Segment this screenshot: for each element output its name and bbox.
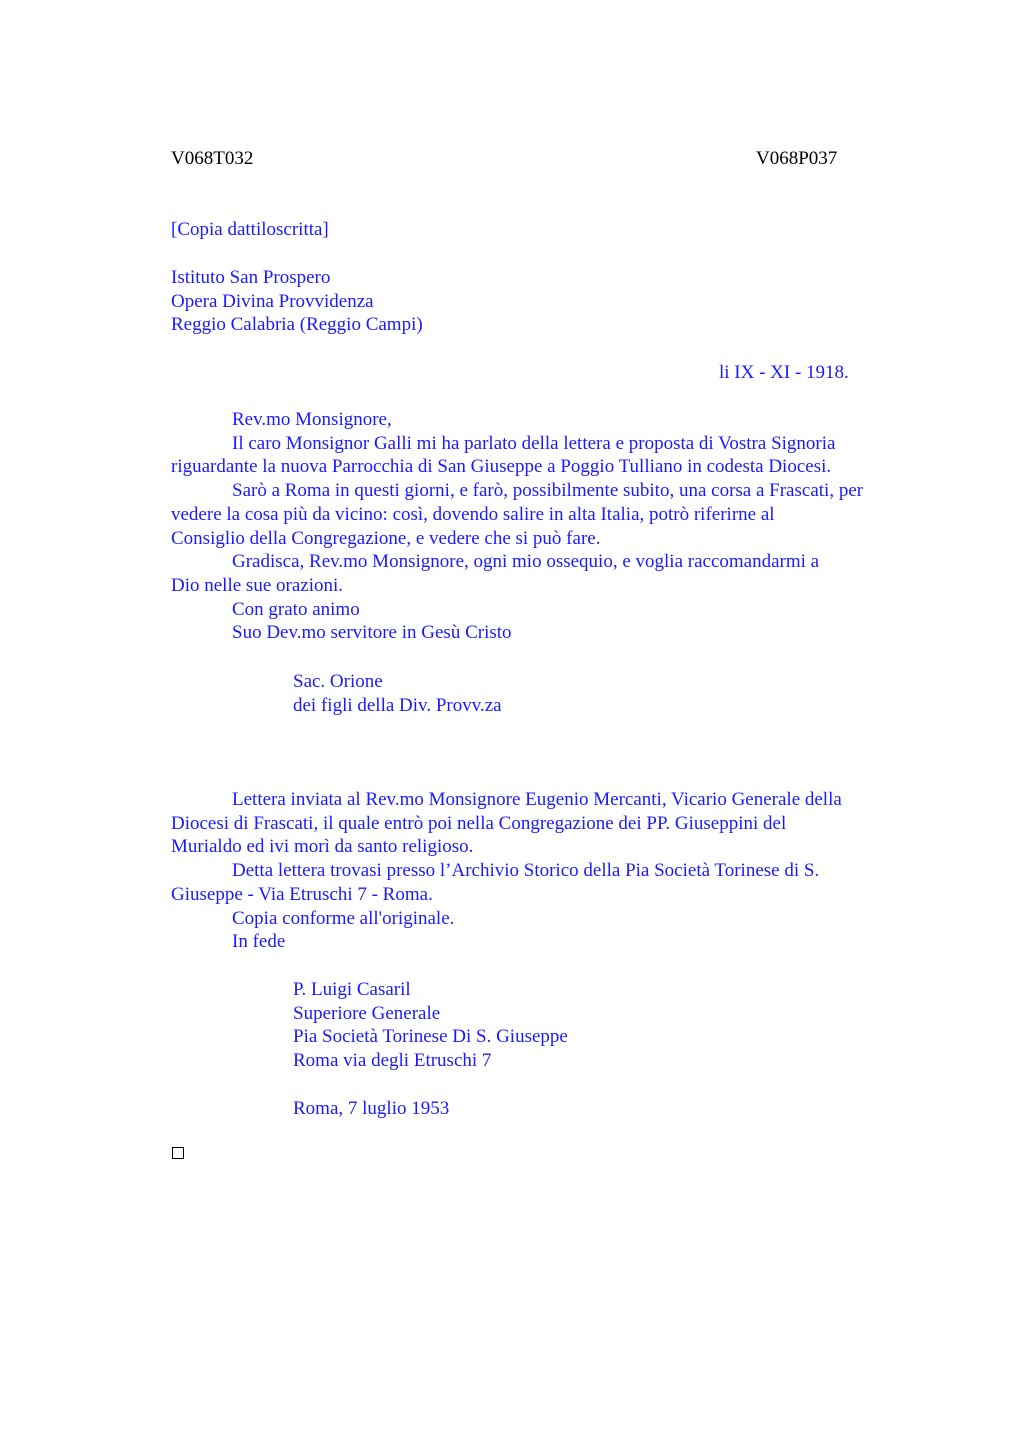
note-line: Diocesi di Frascati, il quale entrò poi nella Congregazione dei PP. Giuseppini del xyxy=(171,812,787,834)
sender-line: Opera Divina Provvidenza xyxy=(171,290,374,312)
place-date: Roma, 7 luglio 1953 xyxy=(293,1098,450,1119)
document-code-left: V068T032 xyxy=(171,148,254,169)
letter-date: li IX - XI - 1918. xyxy=(719,362,849,383)
note-line: In fede xyxy=(232,931,286,953)
paragraph-line: Il caro Monsignor Galli mi ha parlato della lettera e proposta di Vostra Signoria xyxy=(232,432,836,454)
attestation-line: Roma via degli Etruschi 7 xyxy=(293,1050,492,1072)
note-line: Lettera inviata al Rev.mo Monsignore Eugenio Mercanti, Vicario Generale della xyxy=(232,789,842,810)
paragraph-line: Dio nelle sue orazioni. xyxy=(171,574,344,596)
archival-note xyxy=(171,788,931,954)
signature-block xyxy=(171,670,931,717)
note-line: Giuseppe - Via Etruschi 7 - Roma. xyxy=(171,883,433,905)
signature-role: dei figli della Div. Provv.za xyxy=(293,694,502,716)
paragraph-line: riguardante la nuova Parrocchia di San Giuseppe a Poggio Tulliano in codesta Diocesi. xyxy=(171,456,832,478)
paragraph-line: vedere la cosa più da vicino: così, dovendo salire in alta Italia, potrò riferirne al xyxy=(171,503,775,525)
end-marker-box xyxy=(172,1147,184,1159)
attestation-line: Pia Società Torinese Di S. Giuseppe xyxy=(293,1026,568,1048)
paragraph-line: Gradisca, Rev.mo Monsignore, ogni mio ossequio, e voglia raccomandarmi a xyxy=(232,551,820,573)
signature-name: Sac. Orione xyxy=(293,671,383,692)
copy-note: [Copia dattiloscritta] xyxy=(171,219,329,240)
note-line: Copia conforme all'originale. xyxy=(232,907,455,929)
paragraph-line: Sarò a Roma in questi giorni, e farò, possibilmente subito, una corsa a Frascati, per xyxy=(232,480,864,502)
note-line: Detta lettera trovasi presso l’Archivio Storico della Pia Società Torinese di S. xyxy=(232,860,820,882)
sender-line: Reggio Calabria (Reggio Campi) xyxy=(171,314,423,336)
sender-address xyxy=(171,266,423,337)
letter-body xyxy=(171,408,931,645)
attestation-line: P. Luigi Casaril xyxy=(293,979,411,1000)
attestation-block xyxy=(171,978,931,1073)
closing-line: Con grato animo xyxy=(232,598,360,620)
closing-line: Suo Dev.mo servitore in Gesù Cristo xyxy=(232,622,512,644)
document-code-right: V068P037 xyxy=(756,148,838,169)
note-line: Murialdo ed ivi morì da santo religioso. xyxy=(171,836,474,858)
paragraph-line: Consiglio della Congregazione, e vedere che si può fare. xyxy=(171,527,601,549)
attestation-line: Superiore Generale xyxy=(293,1002,441,1024)
salutation: Rev.mo Monsignore, xyxy=(232,409,392,430)
sender-line: Istituto San Prospero xyxy=(171,267,331,288)
